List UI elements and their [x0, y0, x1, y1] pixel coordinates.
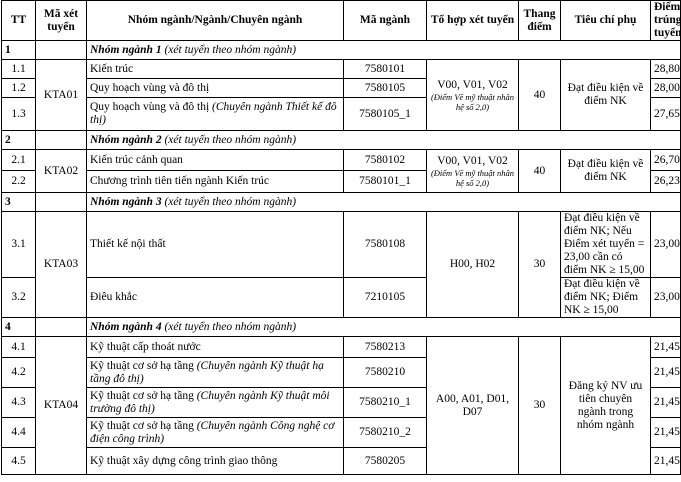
group-title: Nhóm ngành 1: [90, 43, 162, 56]
group-title-cell: [87, 41, 681, 60]
group-empty-cell: [36, 41, 87, 60]
group-tt: 2: [2, 131, 36, 150]
row-ma-nganh: 7580210_2: [344, 418, 427, 448]
row-diem: 21,45: [651, 337, 681, 358]
to-hop-main: V00, V01, V02: [437, 155, 508, 167]
row-ma-nganh: 7580210: [344, 358, 427, 388]
group-row-1: [2, 41, 681, 60]
row-name-text: Kỹ thuật cơ sở hạ tầng: [90, 419, 194, 432]
row-diem: 26,23: [651, 171, 681, 193]
tieu-chi-phu-cell: Đạt điều kiện về điểm NK; Điểm NK ≥ 15,00: [561, 278, 651, 318]
table-row: [2, 278, 681, 318]
row-tt: 1.2: [2, 79, 36, 98]
row-name-text: Quy hoạch vùng và đô thị: [90, 81, 210, 94]
row-name-text: Kỹ thuật cơ sở hạ tầng: [90, 389, 194, 402]
header-to-hop: Tổ hợp xét tuyển: [427, 1, 519, 41]
group-note: (xét tuyển theo nhóm ngành): [164, 195, 297, 208]
row-diem: 28,00: [651, 79, 681, 98]
to-hop-cell: A00, A01, D01, D07: [427, 337, 519, 475]
header-thang-diem: Thang điểm: [519, 1, 561, 41]
group-title: Nhóm ngành 2: [90, 133, 162, 146]
row-tt: 3.1: [2, 212, 36, 278]
row-ma-nganh: 7580105: [344, 79, 427, 98]
group-tt: 1: [2, 41, 36, 60]
group-empty-cell: [36, 131, 87, 150]
to-hop-note: (Điểm Vẽ mỹ thuật nhân hệ số 2,0): [430, 168, 515, 188]
row-tt: 4.5: [2, 448, 36, 475]
group-title-cell: [87, 193, 681, 212]
table-row: [2, 337, 681, 358]
row-name-text: Chương trình tiên tiến ngành Kiến trúc: [90, 175, 270, 187]
group-title: Nhóm ngành 3: [90, 195, 162, 208]
row-name-text: Kỹ thuật xây dựng công trình giao thông: [90, 454, 278, 467]
row-name: [87, 150, 344, 171]
row-tt: 2.1: [2, 150, 36, 171]
row-ma-nganh: 7580105_1: [344, 98, 427, 131]
row-tt: 1.3: [2, 98, 36, 131]
group-title-cell: [87, 131, 681, 150]
row-name: [87, 171, 344, 193]
row-tt: 3.2: [2, 278, 36, 318]
group-title: Nhóm ngành 4: [90, 320, 162, 333]
table-row: [2, 60, 681, 79]
group-empty-cell: [36, 193, 87, 212]
row-diem: 23,00: [651, 212, 681, 278]
row-name-text: Thiết kế nội thất: [90, 238, 166, 250]
admission-table: [1, 0, 681, 475]
to-hop-note: (Điểm Vẽ mỹ thuật nhân hệ số 2,0): [430, 92, 515, 112]
tieu-chi-phu-cell: Đạt điều kiện về điểm NK: [561, 150, 651, 193]
group-note: (xét tuyển theo nhóm ngành): [164, 133, 297, 146]
row-name: [87, 418, 344, 448]
group-row-4: [2, 318, 681, 337]
tieu-chi-phu-cell: Đạt điều kiện về điểm NK; Nếu Điểm xét tuyển = 23,00 cần có điểm NK ≥ 15,00: [561, 212, 651, 278]
to-hop-main: V00, V01, V02: [437, 79, 508, 91]
header-tt: TT: [2, 1, 36, 41]
tieu-chi-phu-cell: Đạt điều kiện về điểm NK: [561, 60, 651, 131]
header-diem-trung-tuyen: Điểm trúng tuyển: [651, 1, 681, 41]
group-title-cell: [87, 318, 681, 337]
thang-diem-cell: 30: [519, 337, 561, 475]
header-nhom-nganh: Nhóm ngành/Ngành/Chuyên ngành: [87, 1, 344, 41]
ma-xet-tuyen-cell: KTA02: [36, 150, 87, 193]
thang-diem-cell: 40: [519, 150, 561, 193]
row-name: [87, 212, 344, 278]
header-ma-nganh: Mã ngành: [344, 1, 427, 41]
row-name: [87, 278, 344, 318]
table-row: [2, 212, 681, 278]
row-ma-nganh: 7580102: [344, 150, 427, 171]
tieu-chi-phu-cell: Đăng ký NV ưu tiên chuyên ngành trong nhóm ngành: [561, 337, 651, 475]
group-note: (xét tuyển theo nhóm ngành): [164, 43, 297, 56]
ma-xet-tuyen-cell: KTA03: [36, 212, 87, 318]
to-hop-cell: H00, H02: [427, 212, 519, 318]
row-name-italic: (Chuyên ngành Kỹ thuật môi trường đô thị): [90, 389, 330, 415]
row-tt: 4.3: [2, 388, 36, 418]
row-name-italic: (Chuyên ngành Công nghệ cơ điện công trình): [90, 419, 335, 445]
row-name: [87, 98, 344, 131]
row-ma-nganh: 7580213: [344, 337, 427, 358]
row-diem: 21,45: [651, 448, 681, 475]
row-ma-nganh: 7580108: [344, 212, 427, 278]
thang-diem-cell: 30: [519, 212, 561, 318]
row-diem: 26,70: [651, 150, 681, 171]
row-diem: 21,45: [651, 358, 681, 388]
row-name-text: Điêu khắc: [90, 291, 137, 303]
to-hop-cell: [427, 60, 519, 131]
ma-xet-tuyen-cell: KTA01: [36, 60, 87, 131]
row-tt: 4.2: [2, 358, 36, 388]
row-name-italic: (Chuyên ngành Kỹ thuật hạ tầng đô thị): [90, 359, 324, 385]
row-name: [87, 388, 344, 418]
table-row: [2, 150, 681, 171]
row-tt: 4.1: [2, 337, 36, 358]
row-name: [87, 60, 344, 79]
ma-xet-tuyen-cell: KTA04: [36, 337, 87, 475]
row-ma-nganh: 7210105: [344, 278, 427, 318]
row-tt: 2.2: [2, 171, 36, 193]
row-name: [87, 337, 344, 358]
group-empty-cell: [36, 318, 87, 337]
group-row-2: [2, 131, 681, 150]
row-diem: 23,00: [651, 278, 681, 318]
thang-diem-cell: 40: [519, 60, 561, 131]
row-name-text: Kiến trúc: [90, 62, 134, 75]
row-name-text: Quy hoạch vùng và đô thị: [90, 101, 210, 113]
row-name: [87, 79, 344, 98]
row-tt: 1.1: [2, 60, 36, 79]
header-row: [2, 1, 681, 41]
row-ma-nganh: 7580205: [344, 448, 427, 475]
row-name-italic: (Chuyên ngành Thiết kế đô thị): [90, 101, 337, 126]
group-tt: 3: [2, 193, 36, 212]
group-row-3: [2, 193, 681, 212]
group-note: (xét tuyển theo nhóm ngành): [164, 320, 297, 333]
row-ma-nganh: 7580101: [344, 60, 427, 79]
to-hop-cell: [427, 150, 519, 193]
row-tt: 4.4: [2, 418, 36, 448]
row-name-text: Kỹ thuật cấp thoát nước: [90, 340, 201, 353]
row-name-text: Kỹ thuật cơ sở hạ tầng: [90, 359, 194, 372]
row-diem: 21,45: [651, 418, 681, 448]
group-tt: 4: [2, 318, 36, 337]
row-name: [87, 358, 344, 388]
row-diem: 28,80: [651, 60, 681, 79]
header-tieu-chi-phu: Tiêu chí phụ: [561, 1, 651, 41]
row-ma-nganh: 7580210_1: [344, 388, 427, 418]
row-name-text: Kiến trúc cảnh quan: [90, 153, 183, 166]
row-diem: 21,45: [651, 388, 681, 418]
row-name: [87, 448, 344, 475]
row-diem: 27,65: [651, 98, 681, 131]
header-ma-xet-tuyen: Mã xét tuyển: [36, 1, 87, 41]
row-ma-nganh: 7580101_1: [344, 171, 427, 193]
